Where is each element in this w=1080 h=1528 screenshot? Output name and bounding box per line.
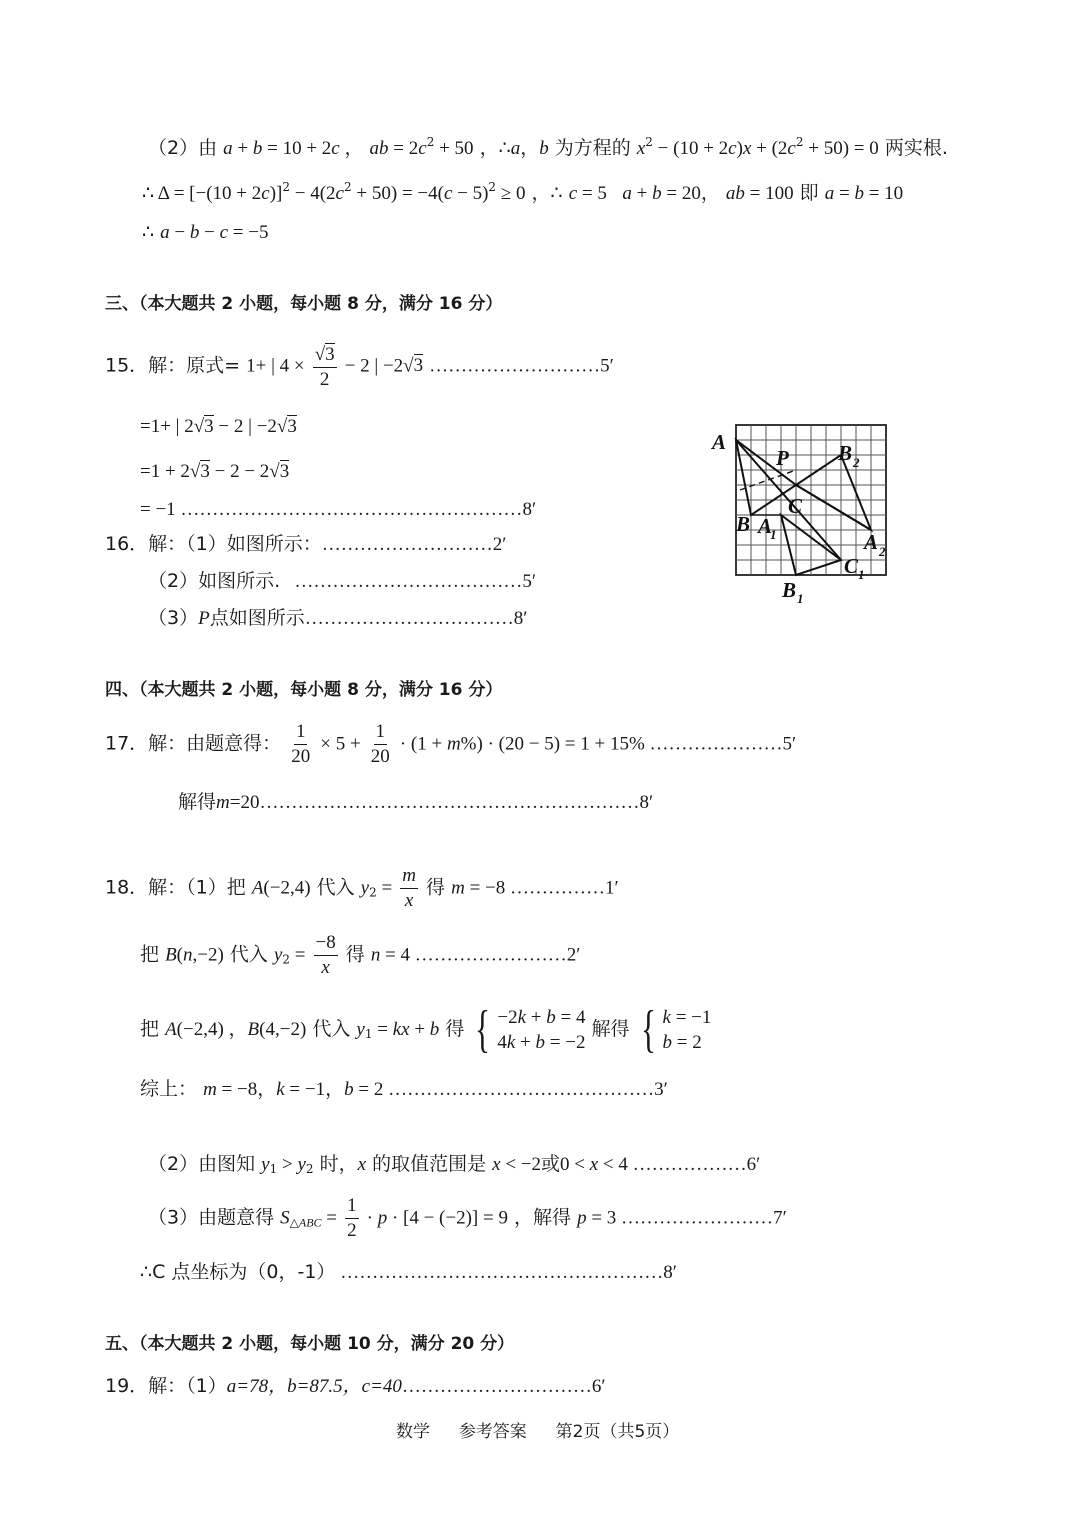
solution-system: { k = −1 b = 2 (640, 1001, 712, 1058)
label-a2-sub: 2 (879, 544, 886, 559)
fraction: $\frac{-8}{x}$ (315, 932, 336, 978)
q17-line2: 解得m=20……………………………………………………8′ (178, 791, 654, 813)
q18-line7: ∴C 点坐标为（0，-1） ……………………………………………8′ (140, 1261, 677, 1283)
q16-line3: （3）P点如图所示……………………………8′ (148, 607, 528, 629)
footer-subject: 数学 (396, 1422, 430, 1442)
section-3-heading: 三、（本大题共 2 小题，每小题 8 分，满分 16 分） (105, 294, 503, 314)
label-b: B (736, 512, 751, 536)
label-a: A (712, 430, 727, 454)
q15-line2: =1+ | 2√3 − 2 | −2√3 (140, 416, 297, 437)
label-p: P (776, 446, 789, 470)
q16-line2: （2）如图所示. ………………………………5′ (148, 570, 537, 592)
section-4-heading: 四、（本大题共 2 小题，每小题 8 分，满分 16 分） (105, 680, 503, 700)
section-5-heading: 五、（本大题共 2 小题，每小题 10 分，满分 20 分） (105, 1334, 515, 1354)
equation-system: { −2k + b = 4 4k + b = −2 (475, 1001, 586, 1058)
q18-line3: 把 A(−2,4) ，B(4,−2) 代入 $y_1$ = kx + b 得 { −2k + b = 4 4k + b = −2 解得 { k = −1 b = 2 (140, 1001, 712, 1058)
q14-part2-line3: ∴ a − b − c = −5 (142, 222, 269, 243)
footer-doc: 参考答案 (458, 1422, 527, 1442)
fraction: $\frac{m}{x}$ (402, 865, 416, 911)
fraction: $\frac{√3}{2}$ (314, 344, 335, 390)
q19-line1: 19．解：（1）a=78，b=87.5，c=40…………………………6′ (105, 1375, 606, 1397)
label-a1-sub: 1 (770, 527, 777, 542)
geometry-grid-figure (700, 415, 900, 605)
q15-line1: 15．解：原式= 1+ | 4 × $\frac{√3}{2}$ − 2 | −2√3 ………………………5′ (105, 344, 614, 390)
label-c1-sub: 1 (858, 567, 865, 582)
q15-line4: = −1 ………………………………………………8′ (140, 499, 537, 520)
footer-page: 第2页（共5页） (555, 1422, 680, 1442)
q18-line2: 把 B(n,−2) 代入 $y_2$ = $\frac{-8}{x}$ 得 n = 4 ……………………2′ (140, 932, 581, 978)
q16-line1: 16．解：（1）如图所示：………………………2′ (105, 533, 507, 555)
q18-line5: （2）由图知 $y_1 > y_2$ 时，x 的取值范围是 x < −2或0 < x < 4 ………………6′ (148, 1153, 761, 1176)
dashed-line-p (740, 470, 796, 490)
label-b1-sub: 1 (797, 591, 804, 605)
label-b1: B (782, 578, 797, 602)
label-b2-sub: 2 (853, 455, 860, 470)
q15-line3: =1 + 2√3 − 2 − 2√3 (140, 461, 290, 482)
q14-part2-line1: （2）由 a + b = 10 + 2c ， ab = $2c^2 + 50$ ，∴a，b 为方程的 $x^2 - (10 + 2c)x + (2c^2 + 50) = 0$ 两实根. (148, 135, 948, 159)
fraction: $\frac{1}{2}$ (347, 1195, 357, 1241)
label-b2: B (838, 441, 853, 465)
q18-line6: （3）由题意得 $S_{\triangle ABC}$ = $\frac{1}{2}$ · p · [4 − (−2)] = 9 ，解得 p = 3 ……………………7′ (148, 1195, 787, 1241)
q18-line4: 综上： m = −8，k = −1，b = 2 ……………………………………3′ (140, 1078, 668, 1100)
label-c: C (788, 494, 803, 518)
q14-part2-line2: ∴ $\Delta = [-(10 + 2c)]^2 - 4(2c^2 + 50) = -4(c - 5)^2 \ge 0$ ，∴ c = 5 a + b = 20， ab = 100 即 a = b = 10 (142, 180, 904, 204)
page-footer (396, 1424, 679, 1441)
segment-ca2 (796, 485, 871, 530)
label-a1: A (758, 514, 773, 538)
label-a2: A (864, 530, 879, 554)
q18-line1: 18．解：（1）把 A(−2,4) 代入 $y_2$ = $\frac{m}{x}$ 得 m = −8 ……………1′ (105, 865, 619, 911)
label-c1: C (844, 554, 859, 578)
fraction: $\frac{1}{20}$ (291, 721, 311, 767)
fraction: $\frac{1}{20}$ (370, 721, 390, 767)
q17-line1: 17．解：由题意得： $\frac{1}{20}$ × 5 + $\frac{1}{20}$ · (1 + m%) · (20 − 5) = 1 + 15% …………………5′ (105, 721, 797, 767)
